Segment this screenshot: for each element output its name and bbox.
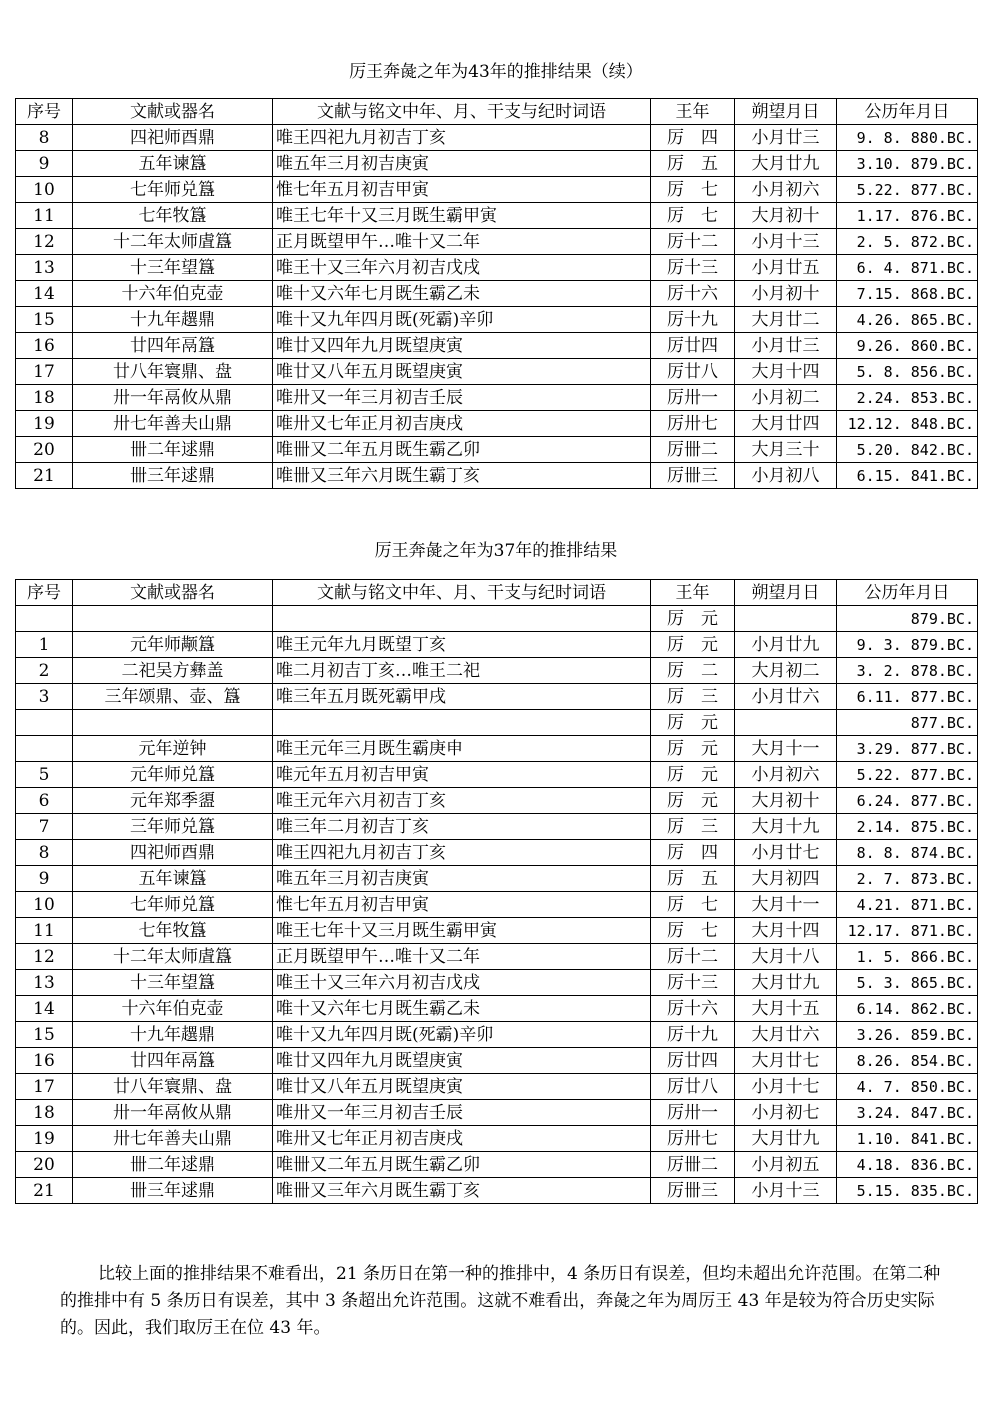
index-cell: 8 <box>16 125 73 151</box>
reign-year-cell: 厉 四 <box>651 125 735 151</box>
inscription-cell: 唯卅又一年三月初吉壬辰 <box>273 1100 651 1126</box>
table-row <box>16 203 978 229</box>
reign-year-cell: 厉十三 <box>651 255 735 281</box>
table-row <box>16 1022 978 1048</box>
table-row <box>16 736 978 762</box>
table1-title: 厉王奔彘之年为43年的推排结果（续） <box>349 62 643 82</box>
inscription-cell: 唯卅又七年正月初吉庚戌 <box>273 1126 651 1152</box>
inscription-cell: 唯三年二月初吉丁亥 <box>273 814 651 840</box>
lunar-day-cell: 小月十七 <box>735 1074 837 1100</box>
gregorian-date-cell: 1.10. 841.BC. <box>837 1126 978 1152</box>
inscription-cell: 唯王七年十又三月既生霸甲寅 <box>273 203 651 229</box>
artifact-name-cell: 十九年趩鼎 <box>73 1022 273 1048</box>
gregorian-date-cell: 7.15. 868.BC. <box>837 281 978 307</box>
gregorian-date-cell: 3.26. 859.BC. <box>837 1022 978 1048</box>
lunar-day-cell: 小月初七 <box>735 1100 837 1126</box>
gregorian-date-cell: 9. 3. 879.BC. <box>837 632 978 658</box>
inscription-cell: 唯王四祀九月初吉丁亥 <box>273 840 651 866</box>
artifact-name-cell: 七年师兑簋 <box>73 177 273 203</box>
lunar-day-cell: 小月初六 <box>735 177 837 203</box>
table-row <box>16 125 978 151</box>
gregorian-date-cell: 4.18. 836.BC. <box>837 1152 978 1178</box>
lunar-day-cell: 大月十四 <box>735 359 837 385</box>
artifact-name-cell <box>73 710 273 736</box>
index-cell: 1 <box>16 632 73 658</box>
artifact-name-cell: 七年师兑簋 <box>73 892 273 918</box>
inscription-cell: 唯五年三月初吉庚寅 <box>273 866 651 892</box>
reign-year-cell: 厉十九 <box>651 307 735 333</box>
gregorian-date-cell: 3.24. 847.BC. <box>837 1100 978 1126</box>
gregorian-date-cell: 2.14. 875.BC. <box>837 814 978 840</box>
gregorian-date-cell: 2. 7. 873.BC. <box>837 866 978 892</box>
reign-year-cell: 厉廿四 <box>651 1048 735 1074</box>
reign-year-cell: 厉 元 <box>651 762 735 788</box>
reign-year-cell: 厉卌三 <box>651 463 735 489</box>
gregorian-date-cell: 1. 5. 866.BC. <box>837 944 978 970</box>
inscription-cell: 唯三年五月既死霸甲戌 <box>273 684 651 710</box>
table-row <box>16 1178 978 1204</box>
reign-year-cell: 厉 五 <box>651 866 735 892</box>
artifact-name-cell: 十二年太师虘簋 <box>73 944 273 970</box>
lunar-day-cell: 小月廿三 <box>735 125 837 151</box>
index-cell: 14 <box>16 996 73 1022</box>
gregorian-date-cell: 3.29. 877.BC. <box>837 736 978 762</box>
gregorian-date-cell: 5.20. 842.BC. <box>837 437 978 463</box>
reign-year-cell: 厉 元 <box>651 788 735 814</box>
table-row <box>16 762 978 788</box>
gregorian-date-cell: 4. 7. 850.BC. <box>837 1074 978 1100</box>
gregorian-date-cell: 9. 8. 880.BC. <box>837 125 978 151</box>
artifact-name-cell: 十九年趩鼎 <box>73 307 273 333</box>
lunar-day-cell: 大月廿九 <box>735 151 837 177</box>
inscription-cell: 唯卌又三年六月既生霸丁亥 <box>273 1178 651 1204</box>
gregorian-date-cell: 6.11. 877.BC. <box>837 684 978 710</box>
lunar-day-cell: 大月廿七 <box>735 1048 837 1074</box>
reign-year-cell: 厉 元 <box>651 710 735 736</box>
table-row <box>16 606 978 632</box>
artifact-name-cell: 卌三年逑鼎 <box>73 1178 273 1204</box>
artifact-name-cell: 元年逆钟 <box>73 736 273 762</box>
reign-year-cell: 厉卅一 <box>651 1100 735 1126</box>
artifact-name-cell: 元年郑季盨 <box>73 788 273 814</box>
inscription-cell: 唯卅又一年三月初吉壬辰 <box>273 385 651 411</box>
gregorian-date-cell: 5. 8. 856.BC. <box>837 359 978 385</box>
inscription-cell: 唯十又九年四月既(死霸)辛卯 <box>273 1022 651 1048</box>
lunar-day-cell: 大月三十 <box>735 437 837 463</box>
lunar-day-cell: 小月廿五 <box>735 255 837 281</box>
table-row <box>16 788 978 814</box>
table-row <box>16 359 978 385</box>
lunar-day-cell: 小月廿九 <box>735 632 837 658</box>
table-row <box>16 411 978 437</box>
table-row <box>16 1048 978 1074</box>
artifact-name-cell: 七年牧簋 <box>73 918 273 944</box>
column-header: 文献与铭文中年、月、干支与纪时词语 <box>273 99 651 125</box>
table-row <box>16 333 978 359</box>
inscription-cell: 唯王七年十又三月既生霸甲寅 <box>273 918 651 944</box>
table-row <box>16 1126 978 1152</box>
index-cell: 17 <box>16 359 73 385</box>
table-row <box>16 684 978 710</box>
reign-year-cell: 厉 三 <box>651 814 735 840</box>
table-row <box>16 892 978 918</box>
table-row <box>16 814 978 840</box>
table-row <box>16 918 978 944</box>
index-cell: 15 <box>16 1022 73 1048</box>
gregorian-date-cell: 5. 3. 865.BC. <box>837 970 978 996</box>
reign-year-cell: 厉卌二 <box>651 1152 735 1178</box>
index-cell: 12 <box>16 944 73 970</box>
reign-year-cell: 厉十九 <box>651 1022 735 1048</box>
table-row <box>16 437 978 463</box>
lunar-day-cell: 小月初十 <box>735 281 837 307</box>
artifact-name-cell: 十六年伯克壶 <box>73 281 273 307</box>
gregorian-date-cell: 4.21. 871.BC. <box>837 892 978 918</box>
reign-year-cell: 厉 元 <box>651 632 735 658</box>
column-header: 朔望月日 <box>735 580 837 606</box>
index-cell: 16 <box>16 1048 73 1074</box>
artifact-name-cell: 三年师兑簋 <box>73 814 273 840</box>
table-row <box>16 866 978 892</box>
lunar-day-cell: 小月初六 <box>735 762 837 788</box>
table-row <box>16 996 978 1022</box>
artifact-name-cell: 卅七年善夫山鼎 <box>73 411 273 437</box>
table-row <box>16 840 978 866</box>
gregorian-date-cell: 879.BC. <box>837 606 978 632</box>
lunar-day-cell: 大月十五 <box>735 996 837 1022</box>
column-header: 文献或器名 <box>73 580 273 606</box>
lunar-day-cell: 小月初五 <box>735 1152 837 1178</box>
table-row <box>16 463 978 489</box>
inscription-cell: 唯王元年三月既生霸庚申 <box>273 736 651 762</box>
index-cell: 10 <box>16 177 73 203</box>
inscription-cell: 正月既望甲午…唯十又二年 <box>273 944 651 970</box>
reign-year-cell: 厉廿四 <box>651 333 735 359</box>
index-cell: 16 <box>16 333 73 359</box>
index-cell: 13 <box>16 970 73 996</box>
reign-year-cell: 厉 七 <box>651 918 735 944</box>
index-cell: 20 <box>16 1152 73 1178</box>
lunar-day-cell: 大月十八 <box>735 944 837 970</box>
table2-title: 厉王奔彘之年为37年的推排结果 <box>374 541 618 561</box>
artifact-name-cell: 元年师兑簋 <box>73 762 273 788</box>
inscription-cell: 唯卌又二年五月既生霸乙卯 <box>273 1152 651 1178</box>
reign-year-cell: 厉廿八 <box>651 359 735 385</box>
artifact-name-cell: 十二年太师虘簋 <box>73 229 273 255</box>
table-row <box>16 658 978 684</box>
inscription-cell: 唯卅又七年正月初吉庚戌 <box>273 411 651 437</box>
conclusion-paragraph: 比较上面的推排结果不难看出，21 条历日在第一种的推排中，4 条历日有误差，但均未超出允许范围。在第二种的推排中有 5 条历日有误差，其中 3 条超出允许范围。这就不难看出，奔彘之年为周厉王 43 年是较为符合历史实际的。因此，我们取厉王在位 43 年。 <box>60 1264 941 1338</box>
column-header: 公历年月日 <box>837 99 978 125</box>
column-header: 公历年月日 <box>837 580 978 606</box>
table-row <box>16 710 978 736</box>
artifact-name-cell: 十六年伯克壶 <box>73 996 273 1022</box>
gregorian-date-cell: 8.26. 854.BC. <box>837 1048 978 1074</box>
lunar-day-cell: 大月十一 <box>735 736 837 762</box>
lunar-day-cell <box>735 606 837 632</box>
inscription-cell: 唯廿又八年五月既望庚寅 <box>273 359 651 385</box>
reign-year-cell: 厉卌三 <box>651 1178 735 1204</box>
table-header-row <box>16 580 978 606</box>
gregorian-date-cell: 877.BC. <box>837 710 978 736</box>
gregorian-date-cell: 5.22. 877.BC. <box>837 762 978 788</box>
reign-year-cell: 厉卅七 <box>651 411 735 437</box>
lunar-day-cell: 小月廿七 <box>735 840 837 866</box>
inscription-cell <box>273 606 651 632</box>
gregorian-date-cell: 5.22. 877.BC. <box>837 177 978 203</box>
gregorian-date-cell: 6.24. 877.BC. <box>837 788 978 814</box>
inscription-cell: 惟七年五月初吉甲寅 <box>273 177 651 203</box>
inscription-cell: 唯卌又三年六月既生霸丁亥 <box>273 463 651 489</box>
reign-year-cell: 厉 二 <box>651 658 735 684</box>
gregorian-date-cell: 2. 5. 872.BC. <box>837 229 978 255</box>
reign-year-cell: 厉卅七 <box>651 1126 735 1152</box>
reign-year-cell: 厉 七 <box>651 177 735 203</box>
inscription-cell: 正月既望甲午…唯十又二年 <box>273 229 651 255</box>
lunar-day-cell: 小月廿三 <box>735 333 837 359</box>
reign-year-cell: 厉 七 <box>651 203 735 229</box>
lunar-day-cell: 小月初八 <box>735 463 837 489</box>
reign-year-cell: 厉 元 <box>651 606 735 632</box>
results-table-43 <box>15 98 978 489</box>
inscription-cell: 唯王四祀九月初吉丁亥 <box>273 125 651 151</box>
index-cell: 3 <box>16 684 73 710</box>
table-row <box>16 1074 978 1100</box>
reign-year-cell: 厉十二 <box>651 229 735 255</box>
index-cell: 11 <box>16 203 73 229</box>
index-cell: 17 <box>16 1074 73 1100</box>
inscription-cell: 唯王元年九月既望丁亥 <box>273 632 651 658</box>
inscription-cell: 唯廿又四年九月既望庚寅 <box>273 1048 651 1074</box>
inscription-cell: 唯二月初吉丁亥…唯王二祀 <box>273 658 651 684</box>
index-cell <box>16 606 73 632</box>
table-row <box>16 177 978 203</box>
lunar-day-cell: 大月十四 <box>735 918 837 944</box>
lunar-day-cell: 大月廿二 <box>735 307 837 333</box>
artifact-name-cell: 五年谏簋 <box>73 866 273 892</box>
index-cell: 21 <box>16 1178 73 1204</box>
artifact-name-cell: 五年谏簋 <box>73 151 273 177</box>
index-cell: 7 <box>16 814 73 840</box>
lunar-day-cell: 大月廿六 <box>735 1022 837 1048</box>
index-cell: 2 <box>16 658 73 684</box>
table-row <box>16 970 978 996</box>
inscription-cell: 唯十又九年四月既(死霸)辛卯 <box>273 307 651 333</box>
results-table-37 <box>15 579 978 1204</box>
inscription-cell: 唯廿又四年九月既望庚寅 <box>273 333 651 359</box>
table-row <box>16 281 978 307</box>
table-row <box>16 307 978 333</box>
index-cell: 14 <box>16 281 73 307</box>
artifact-name-cell: 元年师颟簋 <box>73 632 273 658</box>
artifact-name-cell: 廿四年鬲簋 <box>73 1048 273 1074</box>
index-cell: 19 <box>16 1126 73 1152</box>
artifact-name-cell: 四祀师酉鼎 <box>73 840 273 866</box>
index-cell: 12 <box>16 229 73 255</box>
gregorian-date-cell: 3. 2. 878.BC. <box>837 658 978 684</box>
column-header: 王年 <box>651 580 735 606</box>
table-row <box>16 632 978 658</box>
index-cell: 13 <box>16 255 73 281</box>
reign-year-cell: 厉十六 <box>651 996 735 1022</box>
index-cell: 10 <box>16 892 73 918</box>
lunar-day-cell: 小月初二 <box>735 385 837 411</box>
table-row <box>16 229 978 255</box>
gregorian-date-cell: 6. 4. 871.BC. <box>837 255 978 281</box>
index-cell: 6 <box>16 788 73 814</box>
lunar-day-cell: 大月廿四 <box>735 411 837 437</box>
gregorian-date-cell: 5.15. 835.BC. <box>837 1178 978 1204</box>
artifact-name-cell: 四祀师酉鼎 <box>73 125 273 151</box>
lunar-day-cell: 小月十三 <box>735 229 837 255</box>
inscription-cell <box>273 710 651 736</box>
lunar-day-cell: 大月十九 <box>735 814 837 840</box>
inscription-cell: 唯廿又八年五月既望庚寅 <box>273 1074 651 1100</box>
index-cell <box>16 736 73 762</box>
column-header: 文献与铭文中年、月、干支与纪时词语 <box>273 580 651 606</box>
index-cell: 9 <box>16 151 73 177</box>
gregorian-date-cell: 2.24. 853.BC. <box>837 385 978 411</box>
index-cell <box>16 710 73 736</box>
table-row <box>16 255 978 281</box>
table-row <box>16 1100 978 1126</box>
index-cell: 21 <box>16 463 73 489</box>
reign-year-cell: 厉 三 <box>651 684 735 710</box>
lunar-day-cell: 大月廿九 <box>735 970 837 996</box>
inscription-cell: 唯十又六年七月既生霸乙未 <box>273 996 651 1022</box>
column-header: 序号 <box>16 580 73 606</box>
inscription-cell: 唯王元年六月初吉丁亥 <box>273 788 651 814</box>
artifact-name-cell: 二祀吴方彝盖 <box>73 658 273 684</box>
lunar-day-cell: 大月廿九 <box>735 1126 837 1152</box>
gregorian-date-cell: 1.17. 876.BC. <box>837 203 978 229</box>
artifact-name-cell: 廿八年寰鼎、盘 <box>73 1074 273 1100</box>
reign-year-cell: 厉卅一 <box>651 385 735 411</box>
table-row <box>16 944 978 970</box>
gregorian-date-cell: 12.17. 871.BC. <box>837 918 978 944</box>
table-row <box>16 1152 978 1178</box>
lunar-day-cell: 大月十一 <box>735 892 837 918</box>
index-cell: 20 <box>16 437 73 463</box>
column-header: 文献或器名 <box>73 99 273 125</box>
index-cell: 15 <box>16 307 73 333</box>
artifact-name-cell: 卅一年鬲攸从鼎 <box>73 1100 273 1126</box>
column-header: 王年 <box>651 99 735 125</box>
artifact-name-cell: 三年颂鼎、壶、簋 <box>73 684 273 710</box>
artifact-name-cell: 卌二年逑鼎 <box>73 1152 273 1178</box>
table-header-row <box>16 99 978 125</box>
reign-year-cell: 厉 元 <box>651 736 735 762</box>
reign-year-cell: 厉卌二 <box>651 437 735 463</box>
artifact-name-cell: 七年牧簋 <box>73 203 273 229</box>
index-cell: 19 <box>16 411 73 437</box>
lunar-day-cell: 大月初四 <box>735 866 837 892</box>
artifact-name-cell: 十三年望簋 <box>73 970 273 996</box>
reign-year-cell: 厉廿八 <box>651 1074 735 1100</box>
gregorian-date-cell: 8. 8. 874.BC. <box>837 840 978 866</box>
inscription-cell: 唯元年五月初吉甲寅 <box>273 762 651 788</box>
artifact-name-cell: 廿八年寰鼎、盘 <box>73 359 273 385</box>
inscription-cell: 唯五年三月初吉庚寅 <box>273 151 651 177</box>
reign-year-cell: 厉 四 <box>651 840 735 866</box>
reign-year-cell: 厉 七 <box>651 892 735 918</box>
table-row <box>16 151 978 177</box>
reign-year-cell: 厉 五 <box>651 151 735 177</box>
gregorian-date-cell: 3.10. 879.BC. <box>837 151 978 177</box>
gregorian-date-cell: 6.14. 862.BC. <box>837 996 978 1022</box>
index-cell: 18 <box>16 1100 73 1126</box>
index-cell: 11 <box>16 918 73 944</box>
index-cell: 18 <box>16 385 73 411</box>
gregorian-date-cell: 6.15. 841.BC. <box>837 463 978 489</box>
gregorian-date-cell: 12.12. 848.BC. <box>837 411 978 437</box>
artifact-name-cell: 卌三年逑鼎 <box>73 463 273 489</box>
index-cell: 9 <box>16 866 73 892</box>
inscription-cell: 惟七年五月初吉甲寅 <box>273 892 651 918</box>
gregorian-date-cell: 4.26. 865.BC. <box>837 307 978 333</box>
artifact-name-cell: 卌二年逑鼎 <box>73 437 273 463</box>
reign-year-cell: 厉十二 <box>651 944 735 970</box>
gregorian-date-cell: 9.26. 860.BC. <box>837 333 978 359</box>
inscription-cell: 唯王十又三年六月初吉戊戌 <box>273 255 651 281</box>
lunar-day-cell: 小月廿六 <box>735 684 837 710</box>
column-header: 序号 <box>16 99 73 125</box>
artifact-name-cell: 卅七年善夫山鼎 <box>73 1126 273 1152</box>
index-cell: 8 <box>16 840 73 866</box>
column-header: 朔望月日 <box>735 99 837 125</box>
inscription-cell: 唯十又六年七月既生霸乙未 <box>273 281 651 307</box>
lunar-day-cell: 大月初十 <box>735 788 837 814</box>
lunar-day-cell: 大月初二 <box>735 658 837 684</box>
inscription-cell: 唯卌又二年五月既生霸乙卯 <box>273 437 651 463</box>
artifact-name-cell: 十三年望簋 <box>73 255 273 281</box>
artifact-name-cell: 卅一年鬲攸从鼎 <box>73 385 273 411</box>
lunar-day-cell <box>735 710 837 736</box>
artifact-name-cell <box>73 606 273 632</box>
artifact-name-cell: 廿四年鬲簋 <box>73 333 273 359</box>
lunar-day-cell: 小月十三 <box>735 1178 837 1204</box>
index-cell: 5 <box>16 762 73 788</box>
table-row <box>16 385 978 411</box>
lunar-day-cell: 大月初十 <box>735 203 837 229</box>
reign-year-cell: 厉十三 <box>651 970 735 996</box>
reign-year-cell: 厉十六 <box>651 281 735 307</box>
inscription-cell: 唯王十又三年六月初吉戊戌 <box>273 970 651 996</box>
